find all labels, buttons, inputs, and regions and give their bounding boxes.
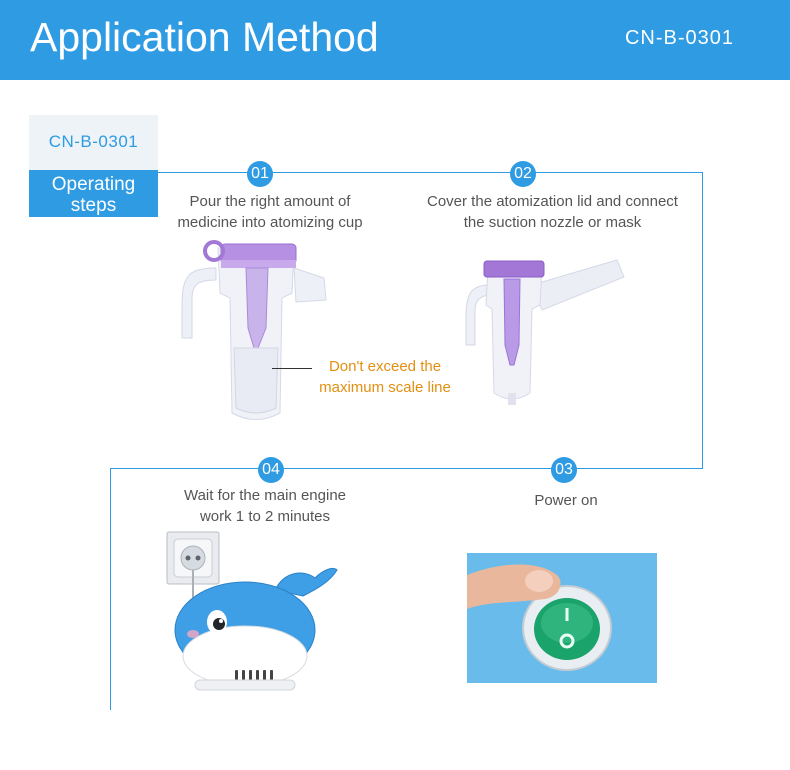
page-title: Application Method (30, 14, 379, 60)
step-01-caption: Pour the right amount of medicine into atomizing cup (177, 193, 363, 231)
step-badge-01: 01 (247, 161, 273, 187)
whale-nebulizer-image (165, 530, 340, 700)
step-badge-03: 03 (551, 457, 577, 483)
atomizer-assembled-image (462, 255, 627, 410)
step-03-caption: Power on (534, 492, 598, 509)
connector-middle (110, 468, 703, 469)
atomizing-cup-open-image (176, 238, 331, 428)
header-banner (0, 0, 790, 80)
side-code-box (29, 115, 158, 170)
connector-left (110, 468, 111, 710)
power-switch-photo (467, 553, 657, 683)
connector-top (158, 172, 703, 173)
side-code: CN-B-0301 (48, 132, 139, 151)
max-scale-note: Don't exceed the maximum scale line (319, 358, 451, 396)
operating-steps-text: Operating steps (51, 174, 136, 216)
operating-steps-label (29, 170, 158, 217)
step-04-caption: Wait for the main engine work 1 to 2 minutes (183, 487, 347, 525)
step-badge-02: 02 (510, 161, 536, 187)
model-code: CN-B-0301 (624, 27, 734, 49)
step-badge-04: 04 (258, 457, 284, 483)
step-02-caption: Cover the atomization lid and connect the suction nozzle or mask (427, 193, 678, 231)
